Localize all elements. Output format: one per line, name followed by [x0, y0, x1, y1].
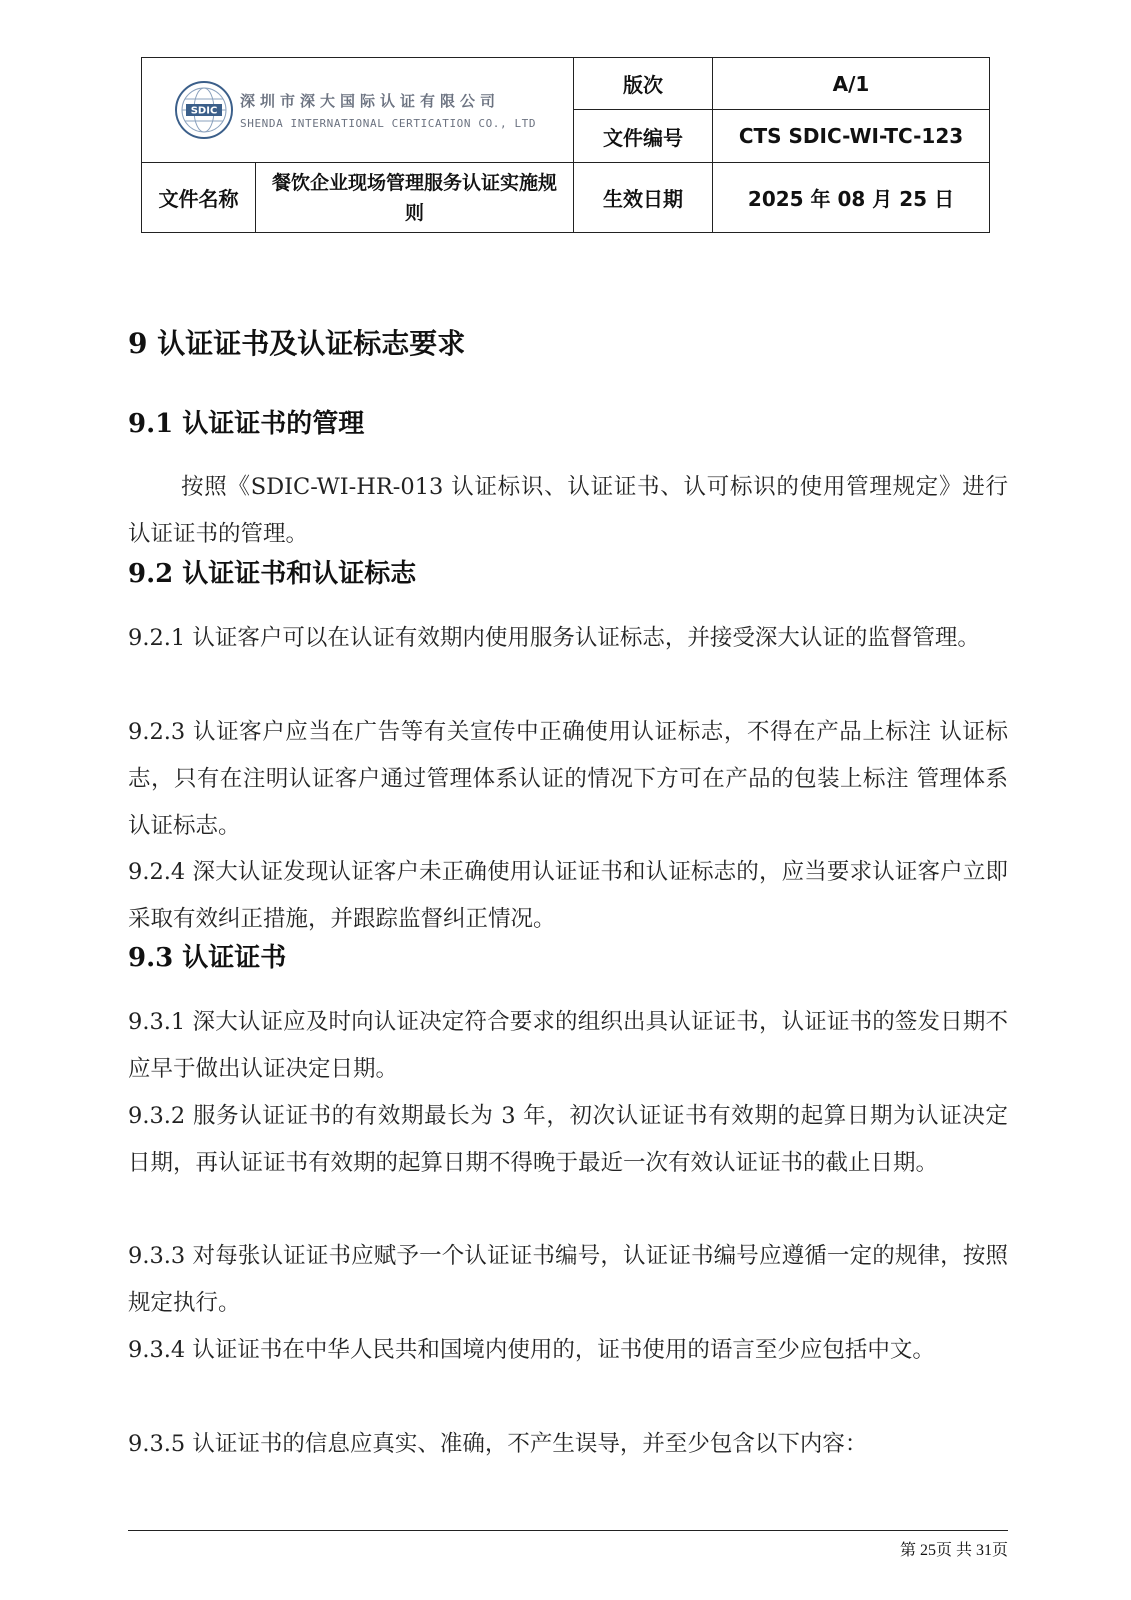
paragraph-9-3-2: 9.3.2 服务认证证书的有效期最长为 3 年，初次认证证书有效期的起算日期为认证决定日期，再认证证书有效期的起算日期不得晚于最近一次有效认证证书的截止日期。 — [128, 1103, 1008, 1176]
paragraph-9-2-1: 9.2.1 认证客户可以在认证有效期内使用服务认证标志，并接受深大认证的监督管理。 — [128, 625, 980, 651]
value-document-number: CTS SDIC-WI-TC-123 — [713, 110, 990, 163]
company-name-cn: 深圳市深大国际认证有限公司 — [240, 92, 501, 110]
paragraph-9-3-1: 9.3.1 深大认证应及时向认证决定符合要求的组织出具认证证书，认证证书的签发日期不应早于做出认证决定日期。 — [128, 1009, 1008, 1082]
label-effective-date: 生效日期 — [574, 163, 713, 233]
document-header-table — [141, 57, 990, 233]
company-logo-cell — [142, 58, 574, 163]
svg-text:SDIC: SDIC — [190, 105, 218, 117]
label-version: 版次 — [574, 58, 713, 110]
paragraph-9-1: 按照《SDIC-WI-HR-013 认证标识、认证证书、认可标识的使用管理规定》进行认证证书的管理。 — [128, 474, 1008, 547]
paragraph-9-3-4: 9.3.4 认证证书在中华人民共和国境内使用的，证书使用的语言至少应包括中文。 — [128, 1337, 935, 1363]
section-9-2-heading: 9.2 认证证书和认证标志 — [128, 559, 417, 589]
paragraph-9-2-3: 9.2.3 认证客户应当在广告等有关宣传中正确使用认证标志，不得在产品上标注 认证标志，只有在注明认证客户通过管理体系认证的情况下方可在产品的包装上标注 管理体系认证标志。 — [128, 719, 1008, 839]
value-effective-date: 2025 年 08 月 25 日 — [713, 163, 990, 233]
value-document-name: 餐饮企业现场管理服务认证实施规则 — [256, 163, 574, 233]
section-9-heading: 9 认证证书及认证标志要求 — [128, 327, 466, 360]
paragraph-9-3-5: 9.3.5 认证证书的信息应真实、准确，不产生误导，并至少包含以下内容： — [128, 1431, 868, 1457]
company-logo-icon — [174, 80, 234, 140]
section-9-3-heading: 9.3 认证证书 — [128, 943, 287, 973]
section-9-1-heading: 9.1 认证证书的管理 — [128, 409, 365, 439]
company-name-en: SHENDA INTERNATIONAL CERTICATION CO., LTD — [240, 117, 537, 130]
footer-divider — [128, 1530, 1008, 1531]
paragraph-9-2-4: 9.2.4 深大认证发现认证客户未正确使用认证证书和认证标志的，应当要求认证客户立即采取有效纠正措施，并跟踪监督纠正情况。 — [128, 859, 1008, 932]
label-document-number: 文件编号 — [574, 110, 713, 163]
value-version: A/1 — [713, 58, 990, 110]
label-document-name: 文件名称 — [142, 163, 256, 233]
paragraph-9-3-3: 9.3.3 对每张认证证书应赋予一个认证证书编号，认证证书编号应遵循一定的规律，按照规定执行。 — [128, 1243, 1008, 1316]
page-number: 第 25页 共 31页 — [899, 1542, 1008, 1559]
